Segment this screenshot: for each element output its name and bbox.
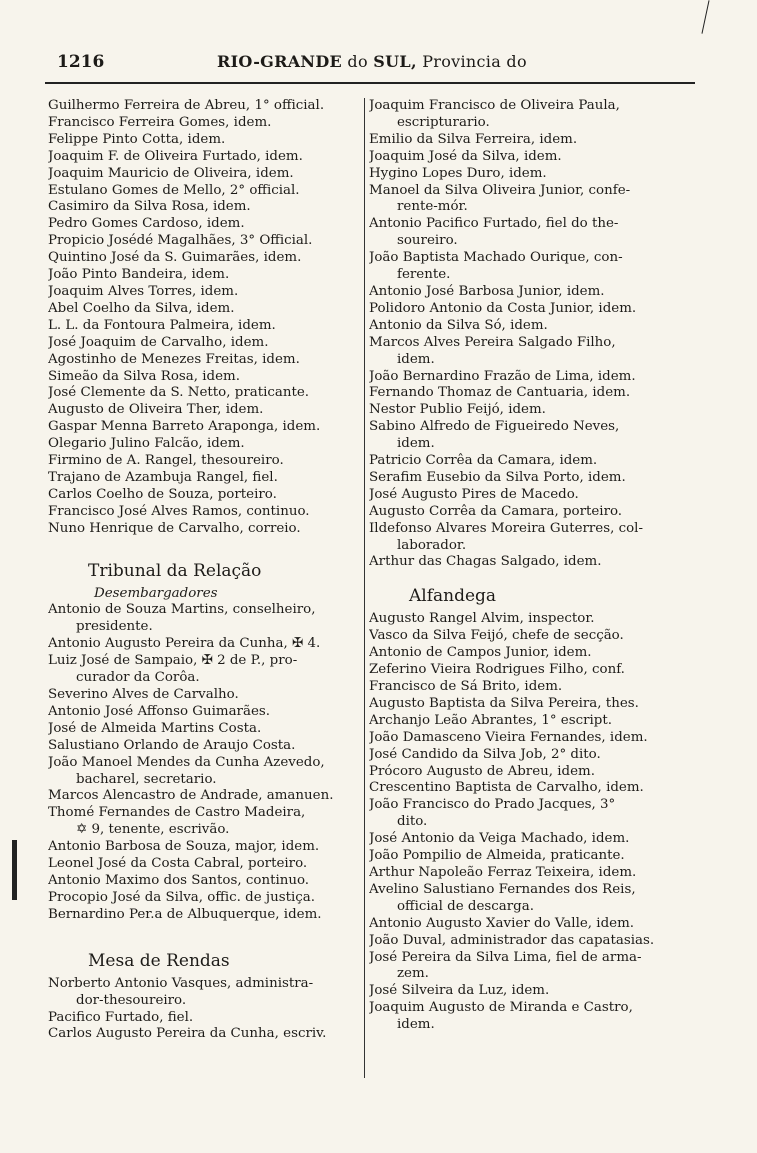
entry-text: Joaquim Francisco de Oliveira Paula,	[369, 98, 620, 113]
list-item	[369, 132, 699, 149]
list-item	[48, 521, 368, 538]
list-item	[48, 907, 368, 924]
list-item	[48, 369, 368, 386]
entry-text: Zeferino Vieira Rodrigues Filho, conf.	[369, 662, 625, 678]
entry-text: Hygino Lopes Duro, idem.	[369, 165, 547, 181]
entry-continuation: idem.	[397, 436, 435, 452]
list-item	[48, 873, 368, 890]
entry-text: Guilhermo Ferreira de Abreu, 1° official.	[48, 98, 325, 113]
entry-text: Marcos Alves Pereira Salgado Filho,	[369, 334, 616, 350]
list-item	[369, 98, 699, 132]
running-head-state: RIO-GRANDE	[217, 52, 343, 71]
entry-text: Antonio Maximo dos Santos, continuo.	[48, 872, 310, 888]
list-item	[369, 730, 699, 747]
list-item	[48, 1026, 368, 1043]
list-item	[48, 504, 368, 521]
entry-continuation: idem.	[397, 351, 435, 367]
list-item	[48, 98, 368, 115]
list-item	[48, 301, 368, 318]
list-item	[369, 831, 699, 848]
list-item	[369, 950, 699, 984]
list-item	[369, 250, 699, 284]
list-item	[48, 352, 368, 369]
list-item	[48, 267, 368, 284]
list-item	[48, 976, 368, 1010]
entry-text: Joaquim José da Silva, idem.	[369, 148, 562, 164]
entry-text: Simeão da Silva Rosa, idem.	[48, 368, 240, 384]
entry-text: Sabino Alfredo de Figueiredo Neves,	[369, 419, 620, 435]
entry-text: João Manoel Mendes da Cunha Azevedo,	[48, 754, 325, 770]
entry-text: Joaquim F. de Oliveira Furtado, idem.	[48, 148, 303, 164]
list-item	[369, 1000, 699, 1034]
list-item	[369, 369, 699, 386]
list-item	[369, 679, 699, 696]
entry-text: João Baptista Machado Ourique, con-	[369, 250, 623, 266]
entry-text: Felippe Pinto Cotta, idem.	[48, 131, 226, 147]
list-item	[369, 797, 699, 831]
entry-text: Abel Coelho da Silva, idem.	[48, 300, 235, 316]
list-item	[369, 662, 699, 679]
relacao-list	[48, 602, 368, 923]
list-item	[48, 250, 368, 267]
entry-text: José Antonio da Veiga Machado, idem.	[369, 831, 630, 847]
list-item	[369, 504, 699, 521]
entry-text: João Francisco do Prado Jacques, 3°	[369, 797, 616, 813]
entry-text: Antonio de Campos Junior, idem.	[369, 645, 592, 661]
entry-text: Casimiro da Silva Rosa, idem.	[48, 199, 251, 215]
edge-mark	[701, 0, 709, 33]
list-item	[48, 487, 368, 504]
entry-text: Antonio de Souza Martins, conselheiro,	[48, 602, 316, 618]
entry-continuation: dor-thesoureiro.	[76, 992, 187, 1008]
list-item	[48, 233, 368, 250]
list-item	[48, 115, 368, 132]
list-item	[48, 890, 368, 907]
list-item	[369, 318, 699, 335]
entry-text: José Augusto Pires de Macedo.	[369, 486, 579, 502]
list-item	[48, 149, 368, 166]
list-item	[369, 216, 699, 250]
entry-text: Procopio José da Silva, offic. de justiça.	[48, 889, 315, 905]
list-item	[369, 301, 699, 318]
entry-text: José Pereira da Silva Lima, fiel de arma-	[369, 949, 642, 965]
list-item	[369, 183, 699, 217]
entry-text: Trajano de Azambuja Rangel, fiel.	[48, 469, 278, 485]
entry-text: Antonio José Barbosa Junior, idem.	[369, 283, 605, 299]
entry-text: Salustiano Orlando de Araujo Costa.	[48, 737, 296, 753]
list-item	[369, 284, 699, 301]
entry-text: Arthur Napoleão Ferraz Teixeira, idem.	[369, 864, 637, 880]
list-item	[369, 419, 699, 453]
entry-text: Gaspar Menna Barreto Araponga, idem.	[48, 419, 321, 435]
entry-text: Agostinho de Menezes Freitas, idem.	[48, 351, 300, 367]
list-item	[48, 436, 368, 453]
list-item	[48, 805, 368, 839]
entry-continuation: bacharel, secretario.	[76, 771, 217, 787]
list-item	[48, 704, 368, 721]
list-item	[48, 216, 368, 233]
entry-continuation: rente-mór.	[397, 199, 468, 215]
entry-text: Augusto Baptista da Silva Pereira, thes.	[369, 695, 639, 711]
list-item	[48, 602, 368, 636]
entry-continuation: curador da Corôa.	[76, 670, 200, 686]
section-title-mesa-de-rendas: Mesa de Rendas	[88, 950, 230, 971]
entry-text: Joaquim Augusto de Miranda e Castro,	[369, 1000, 633, 1016]
list-item	[48, 653, 368, 687]
list-item	[369, 385, 699, 402]
page-number: 1216	[57, 52, 105, 72]
entry-text: José Clemente da S. Netto, praticante.	[48, 385, 310, 401]
entry-text: Firmino de A. Rangel, thesoureiro.	[48, 453, 284, 469]
alfandega-list	[369, 611, 699, 1034]
section-title-alfandega: Alfandega	[409, 586, 497, 607]
entry-continuation: ferente.	[397, 267, 451, 283]
list-item	[369, 916, 699, 933]
entry-text: Severino Alves de Carvalho.	[48, 687, 239, 702]
entry-text: Antonio Pacifico Furtado, fiel do the-	[369, 216, 619, 232]
entry-text: Francisco de Sá Brito, idem.	[369, 679, 563, 694]
entry-text: Carlos Augusto Pereira da Cunha, escriv.	[48, 1026, 327, 1042]
entry-text: Luiz José de Sampaio, ✠ 2 de P., pro-	[48, 653, 298, 669]
entry-text: Propicio Josédé Magalhães, 3° Official.	[48, 233, 313, 249]
list-item	[369, 453, 699, 470]
list-item	[48, 284, 368, 301]
entry-text: Quintino José da S. Guimarães, idem.	[48, 250, 302, 266]
list-item	[369, 645, 699, 662]
entry-text: Estulano Gomes de Mello, 2° official.	[48, 182, 300, 198]
entry-text: Norberto Antonio Vasques, administra-	[48, 975, 314, 991]
entry-continuation: idem.	[397, 1017, 435, 1033]
list-item	[48, 183, 368, 200]
list-item	[48, 839, 368, 856]
page-header	[45, 48, 695, 74]
list-item	[369, 487, 699, 504]
entry-text: Archanjo Leão Abrantes, 1° escript.	[369, 712, 612, 728]
entry-text: Arthur das Chagas Salgado, idem.	[369, 554, 602, 570]
list-item	[48, 755, 368, 789]
list-item	[369, 470, 699, 487]
header-rule	[45, 82, 695, 84]
list-item	[369, 713, 699, 730]
entry-continuation: laborador.	[397, 537, 467, 553]
entry-text: Prócoro Augusto de Abreu, idem.	[369, 763, 596, 779]
list-item	[369, 166, 699, 183]
entry-text: Patricio Corrêa da Camara, idem.	[369, 453, 598, 469]
entry-text: João Damasceno Vieira Fernandes, idem.	[369, 729, 648, 745]
list-item	[369, 747, 699, 764]
entry-text: Fernando Thomaz de Cantuaria, idem.	[369, 385, 631, 401]
entry-text: José de Almeida Martins Costa.	[48, 720, 262, 736]
running-head-state2: SUL,	[373, 52, 417, 71]
entry-continuation: zem.	[397, 966, 429, 982]
left-column	[48, 98, 368, 1043]
entry-text: Joaquim Alves Torres, idem.	[48, 283, 239, 299]
list-item	[48, 1010, 368, 1027]
rendas-list	[48, 976, 368, 1044]
entry-continuation: ✡ 9, tenente, escrivão.	[76, 822, 230, 838]
list-item	[48, 721, 368, 738]
list-item	[48, 738, 368, 755]
running-head-connector: do	[347, 52, 368, 71]
entry-text: Emilio da Silva Ferreira, idem.	[369, 131, 578, 147]
entry-text: João Pinto Bandeira, idem.	[48, 267, 230, 283]
entry-text: Carlos Coelho de Souza, porteiro.	[48, 486, 277, 502]
entry-text: Nestor Publio Feijó, idem.	[369, 402, 546, 418]
entry-text: Francisco José Alves Ramos, continuo.	[48, 503, 310, 519]
entry-text: Crescentino Baptista de Carvalho, idem.	[369, 780, 644, 796]
list-item	[48, 687, 368, 704]
subheading-desembargadores: Desembargadores	[94, 585, 218, 601]
list-item	[48, 318, 368, 335]
entry-text: Francisco Ferreira Gomes, idem.	[48, 114, 272, 130]
entry-text: Leonel José da Costa Cabral, porteiro.	[48, 856, 308, 872]
right-column	[369, 98, 699, 1034]
list-item	[48, 419, 368, 436]
entry-text: João Pompilio de Almeida, praticante.	[369, 848, 625, 864]
list-item	[369, 780, 699, 797]
list-item	[369, 983, 699, 1000]
entry-text: Avelino Salustiano Fernandes dos Reis,	[369, 881, 636, 897]
list-item	[369, 521, 699, 555]
entry-text: José Candido da Silva Job, 2° dito.	[369, 746, 601, 762]
list-item	[48, 335, 368, 352]
list-item	[369, 848, 699, 865]
list-item	[48, 856, 368, 873]
list-item	[48, 132, 368, 149]
entry-text: Marcos Alencastro de Andrade, amanuen.	[48, 788, 334, 804]
entry-text: L. L. da Fontoura Palmeira, idem.	[48, 317, 276, 333]
list-item	[369, 554, 699, 571]
entry-text: Serafim Eusebio da Silva Porto, idem.	[369, 469, 626, 485]
entry-continuation: escripturario.	[397, 114, 490, 130]
entry-text: José Silveira da Luz, idem.	[369, 983, 550, 999]
list-item	[48, 788, 368, 805]
running-head	[217, 52, 527, 71]
entry-continuation: soureiro.	[397, 233, 458, 249]
entry-continuation: official de descarga.	[397, 898, 534, 914]
list-item	[369, 611, 699, 628]
entry-text: Antonio Barbosa de Souza, major, idem.	[48, 839, 320, 855]
list-item	[369, 764, 699, 781]
entry-text: Ildefonso Alvares Moreira Guterres, col-	[369, 520, 643, 536]
entry-continuation: dito.	[397, 814, 428, 830]
entry-text: Augusto Corrêa da Camara, porteiro.	[369, 503, 623, 519]
entry-text: Vasco da Silva Feijó, chefe de secção.	[369, 628, 624, 644]
entry-text: Augusto de Oliveira Ther, idem.	[48, 402, 264, 418]
entry-text: Manoel da Silva Oliveira Junior, confe-	[369, 182, 631, 198]
list-item	[369, 335, 699, 369]
entry-continuation: presidente.	[76, 619, 153, 635]
list-item	[369, 933, 699, 950]
entry-text: Bernardino Per.a de Albuquerque, idem.	[48, 906, 322, 922]
entry-text: Pacifico Furtado, fiel.	[48, 1009, 194, 1025]
list-item	[369, 865, 699, 882]
entry-text: Augusto Rangel Alvim, inspector.	[369, 611, 595, 627]
entry-text: Antonio Augusto Pereira da Cunha, ✠ 4.	[48, 636, 321, 652]
left-staff-list	[48, 98, 368, 538]
section-title-relacao: Tribunal da Relação	[88, 560, 262, 581]
list-item	[369, 696, 699, 713]
entry-text: José Joaquim de Carvalho, idem.	[48, 334, 269, 350]
list-item	[48, 402, 368, 419]
list-item	[48, 636, 368, 653]
entry-text: Antonio da Silva Só, idem.	[369, 317, 548, 333]
margin-mark	[12, 840, 17, 900]
list-item	[369, 402, 699, 419]
list-item	[48, 385, 368, 402]
list-item	[48, 453, 368, 470]
entry-text: Joaquim Mauricio de Oliveira, idem.	[48, 165, 294, 181]
list-item	[48, 470, 368, 487]
entry-text: Antonio José Affonso Guimarães.	[48, 703, 270, 719]
entry-text: Nuno Henrique de Carvalho, correio.	[48, 520, 301, 536]
list-item	[48, 166, 368, 183]
list-item	[369, 149, 699, 166]
entry-text: Olegario Julino Falcão, idem.	[48, 436, 245, 452]
running-head-subtitle: Provincia do	[422, 52, 527, 71]
list-item	[369, 882, 699, 916]
entry-text: Polidoro Antonio da Costa Junior, idem.	[369, 300, 637, 316]
list-item	[48, 199, 368, 216]
list-item	[369, 628, 699, 645]
entry-text: Thomé Fernandes de Castro Madeira,	[48, 805, 306, 821]
entry-text: João Duval, administrador das capatasias.	[369, 932, 655, 948]
entry-text: João Bernardino Frazão de Lima, idem.	[369, 368, 636, 384]
entry-text: Antonio Augusto Xavier do Valle, idem.	[369, 915, 635, 931]
entry-text: Pedro Gomes Cardoso, idem.	[48, 216, 245, 232]
right-staff-list	[369, 98, 699, 571]
